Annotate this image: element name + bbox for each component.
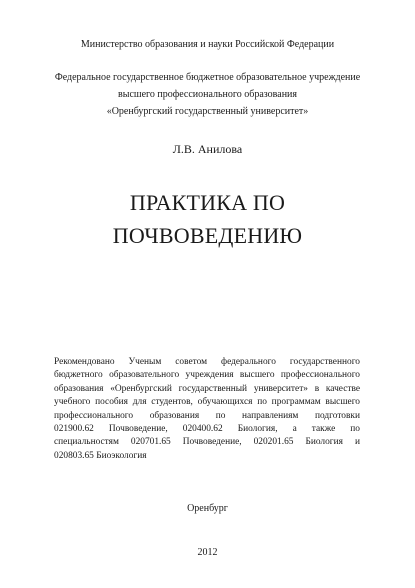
recommendation-text (54, 356, 360, 463)
recommendation-line-1: Рекомендовано Ученым советом федерального государственного (54, 357, 360, 367)
recommendation-line-5: профессионального образования по направлениям подготовки (54, 410, 360, 421)
recommendation-line-8: 020803.65 Биоэкология (54, 450, 147, 461)
institution-line-1: Федеральное государственное бюджетное образовательное учреждение (54, 72, 361, 83)
recommendation-line-7: специальностям 020701.65 Почвоведение, 020201.65 Биология и (54, 437, 360, 448)
institution-line-2: высшего профессионального образования (118, 89, 297, 100)
ministry-name: Министерство образования и науки Российской Федерации (80, 39, 335, 50)
publication-year: 2012 (197, 547, 218, 558)
title-line-2: ПОЧВОВЕДЕНИЮ (112, 223, 303, 248)
publication-city: Оренбург (187, 503, 228, 514)
institution-block (0, 69, 415, 120)
institution-line-3: «Оренбургский государственный университет» (106, 106, 309, 117)
recommendation-line-2: бюджетного образовательного учреждения высшего профессионального (54, 370, 360, 381)
author-name: Л.В. Анилова (172, 142, 243, 156)
recommendation-line-6: 021900.62 Почвоведение, 020400.62 Биология, а также по (54, 424, 360, 435)
recommendation-line-4: учебного пособия для студентов, обучающихся по программам высшего (54, 397, 360, 408)
recommendation-line-3: образования «Оренбургский государственный университет» в качестве (54, 383, 360, 394)
book-title (0, 186, 415, 252)
title-line-1: ПРАКТИКА ПО (129, 190, 286, 215)
